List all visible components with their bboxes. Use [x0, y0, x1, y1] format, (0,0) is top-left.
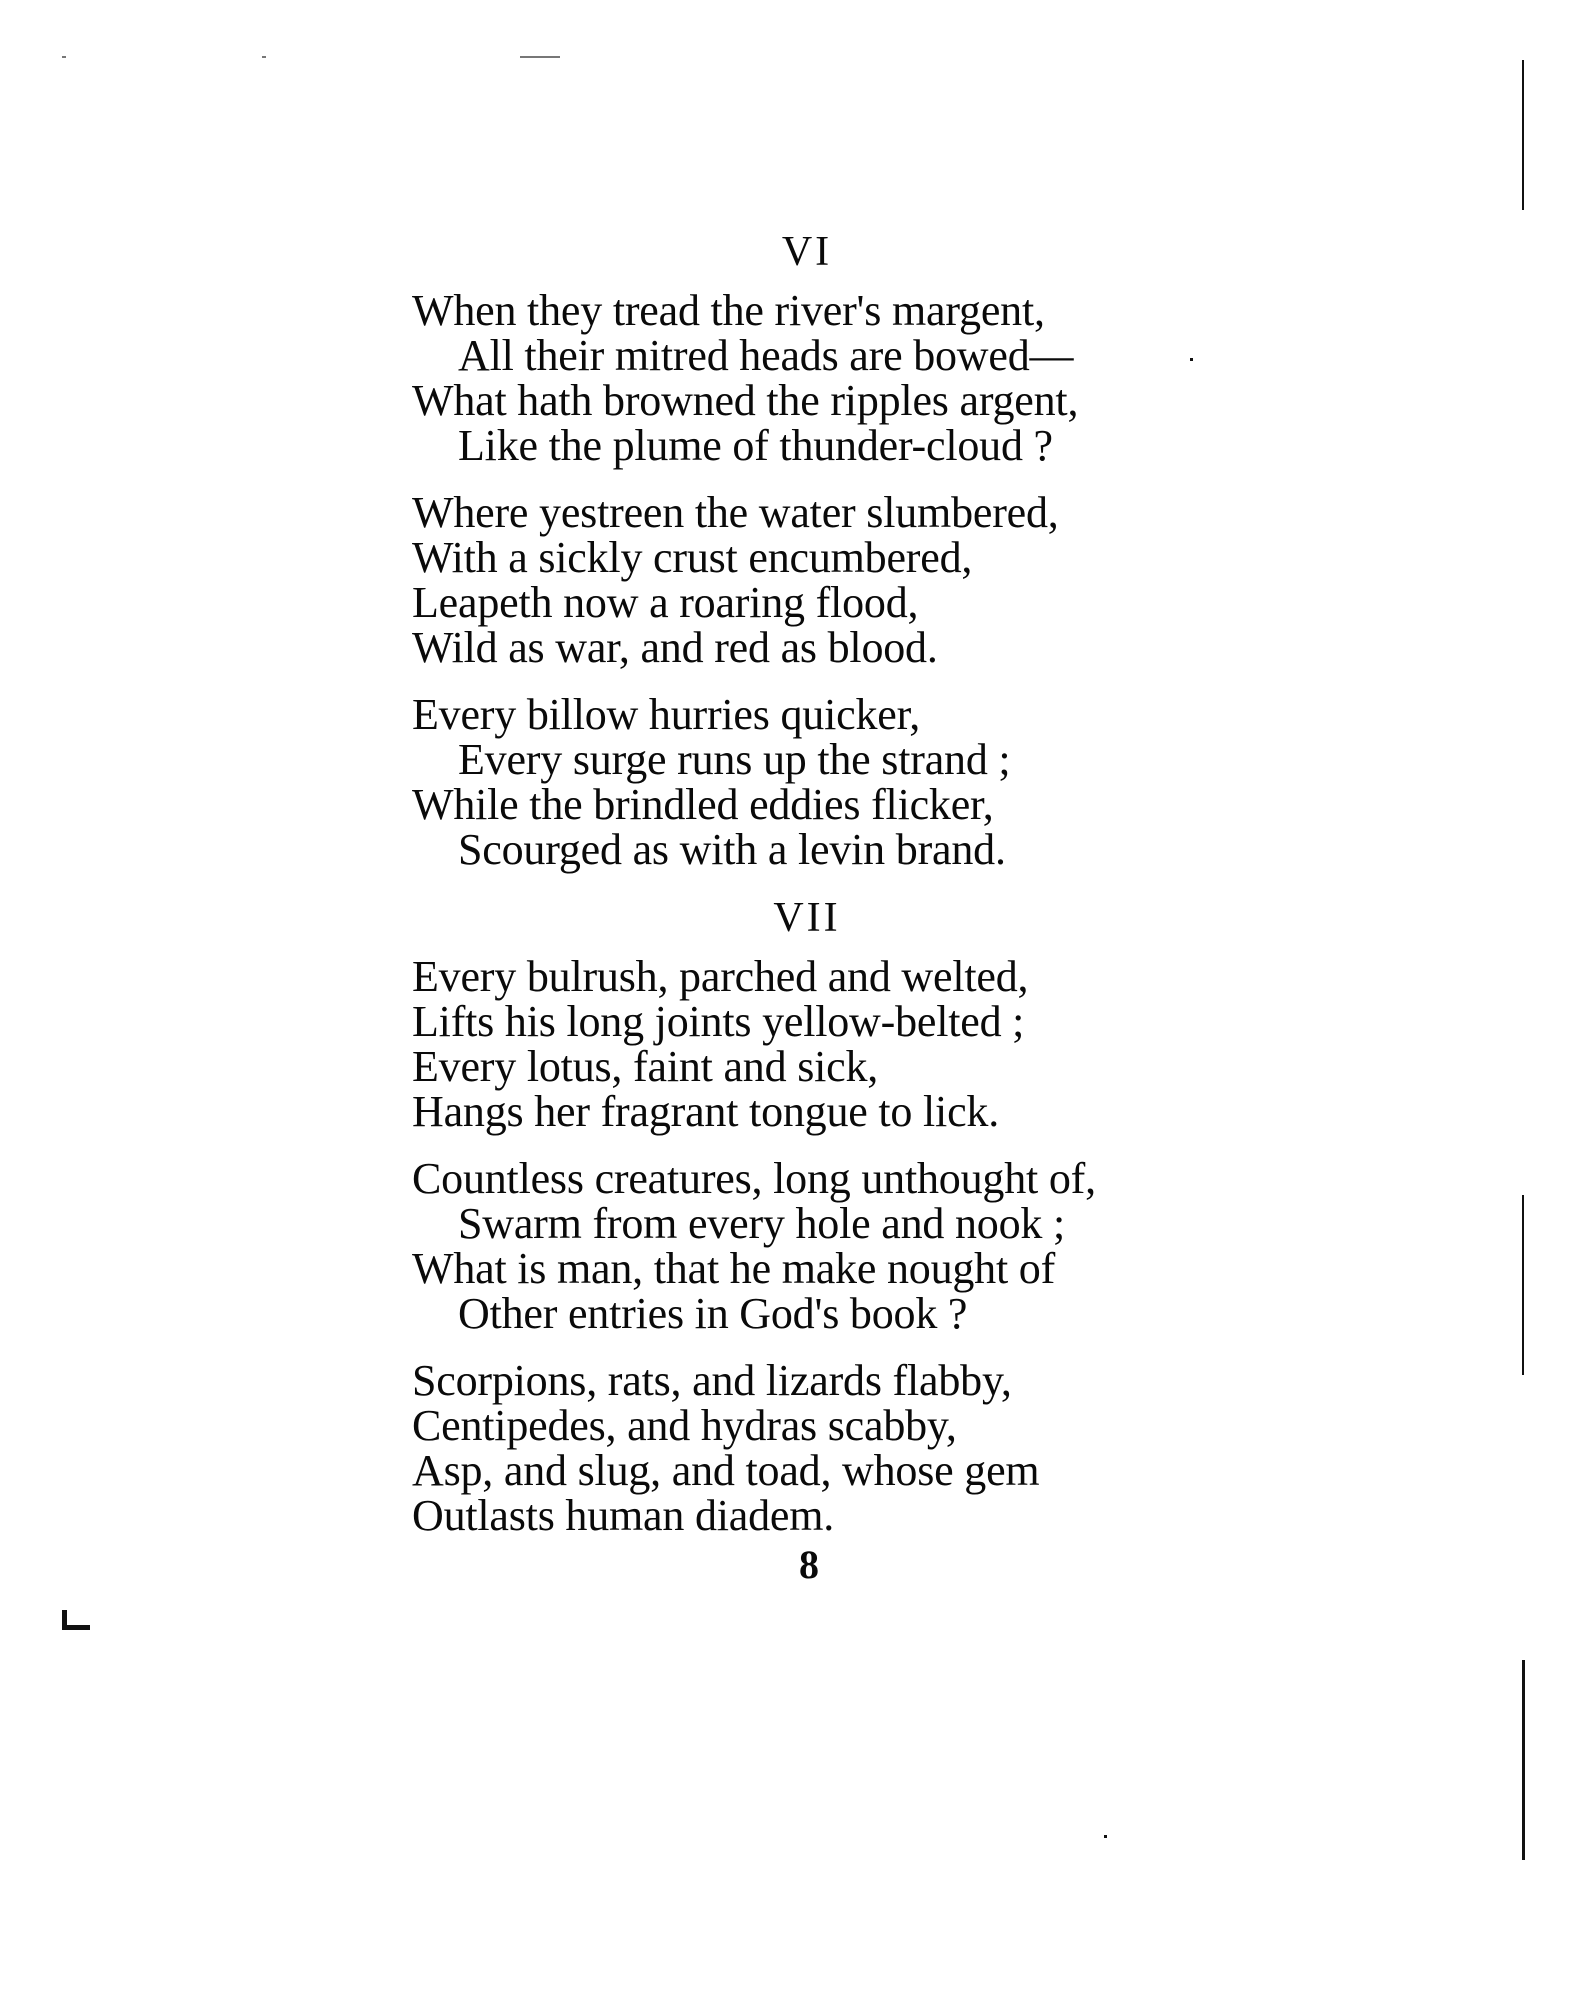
stanza	[412, 490, 1192, 670]
page-number: 8	[799, 1542, 819, 1587]
poem-line: Asp, and slug, and toad, whose gem	[412, 1446, 1040, 1495]
scan-speck-top-mid	[262, 56, 266, 58]
poem-line: What is man, that he make nought of	[412, 1244, 1056, 1293]
poem-line: Leapeth now a roaring flood,	[412, 578, 919, 627]
section-heading: VI	[781, 229, 833, 275]
poem-line: All their mitred heads are bowed—	[458, 331, 1074, 380]
poem-line: Centipedes, and hydras scabby,	[412, 1401, 957, 1450]
poem-line: Scourged as with a levin brand.	[458, 825, 1006, 874]
poem-line: What hath browned the ripples argent,	[412, 376, 1079, 425]
poem-line: Every bulrush, parched and welted,	[412, 952, 1029, 1001]
scan-corner-mark-left-foot	[62, 1625, 90, 1630]
poem-line: Every lotus, faint and sick,	[412, 1042, 879, 1091]
poem-line: Wild as war, and red as blood.	[412, 623, 938, 672]
poem-line: Like the plume of thunder-cloud ?	[458, 421, 1053, 470]
poem-line: Countless creatures, long unthought of,	[412, 1154, 1096, 1203]
scan-edge-line-middle-right	[1522, 1195, 1524, 1375]
section-heading: VII	[773, 895, 841, 941]
poem-line: Where yestreen the water slumbered,	[412, 488, 1059, 537]
poem-line: When they tread the river's margent,	[412, 286, 1045, 335]
poem-line: With a sickly crust encumbered,	[412, 533, 973, 582]
poem-column	[412, 228, 1192, 1560]
poem-line: Every surge runs up the strand ;	[458, 735, 1011, 784]
stanza	[412, 288, 1192, 468]
stanza	[412, 1358, 1192, 1538]
scan-speck-bottom	[1104, 1835, 1107, 1838]
poem-line: Scorpions, rats, and lizards flabby,	[412, 1356, 1012, 1405]
section-vi	[412, 228, 1192, 872]
poem-line: Every billow hurries quicker,	[412, 690, 921, 739]
scan-edge-line-top-right	[1522, 60, 1524, 210]
scan-speck-top	[520, 56, 560, 58]
scan-edge-line-bottom-right	[1522, 1660, 1525, 1860]
stanza	[412, 954, 1192, 1134]
poem-line: Hangs her fragrant tongue to lick.	[412, 1087, 1000, 1136]
stanza	[412, 692, 1192, 872]
poem-line: While the brindled eddies flicker,	[412, 780, 994, 829]
section-vii	[412, 894, 1192, 1538]
poem-line: Outlasts human diadem.	[412, 1491, 835, 1540]
stanza	[412, 1156, 1192, 1336]
poem-line: Swarm from every hole and nook ;	[458, 1199, 1066, 1248]
poem-line: Other entries in God's book ?	[458, 1289, 968, 1338]
scan-speck-top-left	[62, 56, 66, 58]
poem-line: Lifts his long joints yellow-belted ;	[412, 997, 1025, 1046]
